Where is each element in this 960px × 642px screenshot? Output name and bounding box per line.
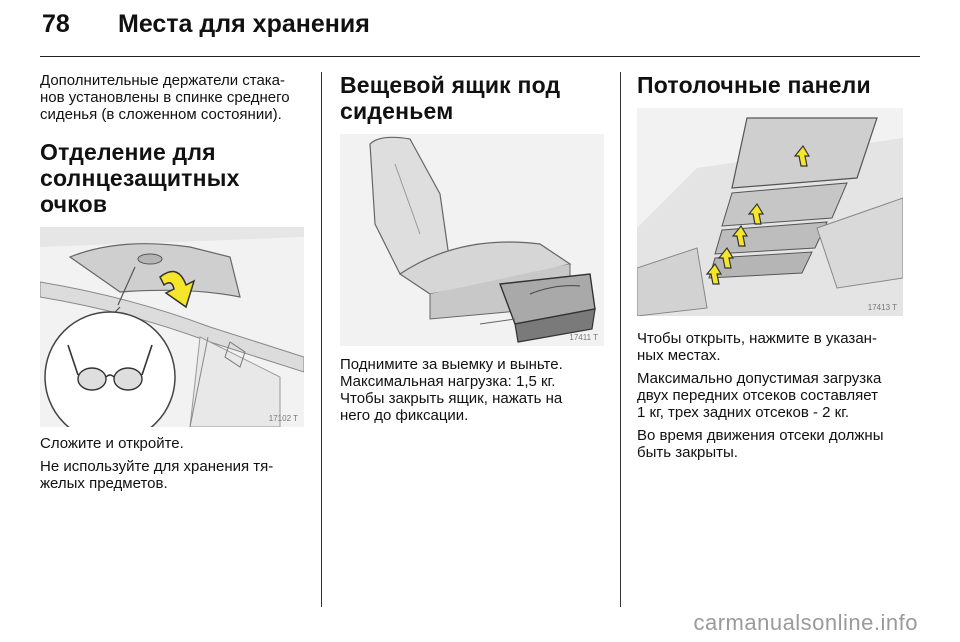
page-number: 78 — [42, 10, 70, 38]
section-title-sunglasses: Отделение для солнцезащитных очков — [40, 139, 240, 217]
column-divider-1 — [321, 72, 322, 607]
ceiling-drawing — [637, 108, 903, 316]
under-seat-box-illustration — [340, 134, 604, 346]
page-title: Места для хранения — [118, 10, 370, 38]
column-divider-2 — [620, 72, 621, 607]
column-2 — [340, 72, 608, 430]
watermark: carmanualsonline.info — [693, 610, 918, 635]
load-limit-paragraph: Максимально допустимая загрузка двух передних отсеков составляет 1 кг, трех задних отсеков - 2 кг. — [637, 370, 882, 421]
image-code: 17411 T — [569, 333, 598, 342]
seat-drawing — [340, 134, 604, 346]
warning-paragraph: Не используйте для хранения тя- желых предметов. — [40, 458, 274, 492]
instruction-paragraph: Сложите и откройте. — [40, 435, 184, 452]
sunglasses-compartment-illustration — [40, 227, 304, 427]
instruction-paragraph: Чтобы открыть, нажмите в указан- ных местах. — [637, 330, 877, 364]
section-title-ceiling-panels: Потолочные панели — [637, 72, 871, 98]
column-3 — [637, 72, 907, 467]
driving-note-paragraph: Во время движения отсеки должны быть закрыты. — [637, 427, 884, 461]
ceiling-panels-illustration — [637, 108, 903, 316]
instruction-paragraph: Поднимите за выемку и выньте. Максимальная нагрузка: 1,5 кг. Чтобы закрыть ящик, нажать на него до фиксации. — [340, 356, 563, 424]
header-divider — [40, 56, 920, 57]
intro-paragraph: Дополнительные держатели стака- нов установлены в спинке среднего сиденья (в сложенном состоянии). — [40, 72, 290, 123]
image-code: 17102 T — [268, 414, 298, 423]
sunglasses-drawing — [40, 227, 304, 427]
image-code: 17413 T — [867, 303, 897, 312]
column-1 — [40, 72, 308, 498]
section-title-under-seat-box: Вещевой ящик под сиденьем — [340, 72, 561, 124]
page-header — [0, 0, 960, 62]
